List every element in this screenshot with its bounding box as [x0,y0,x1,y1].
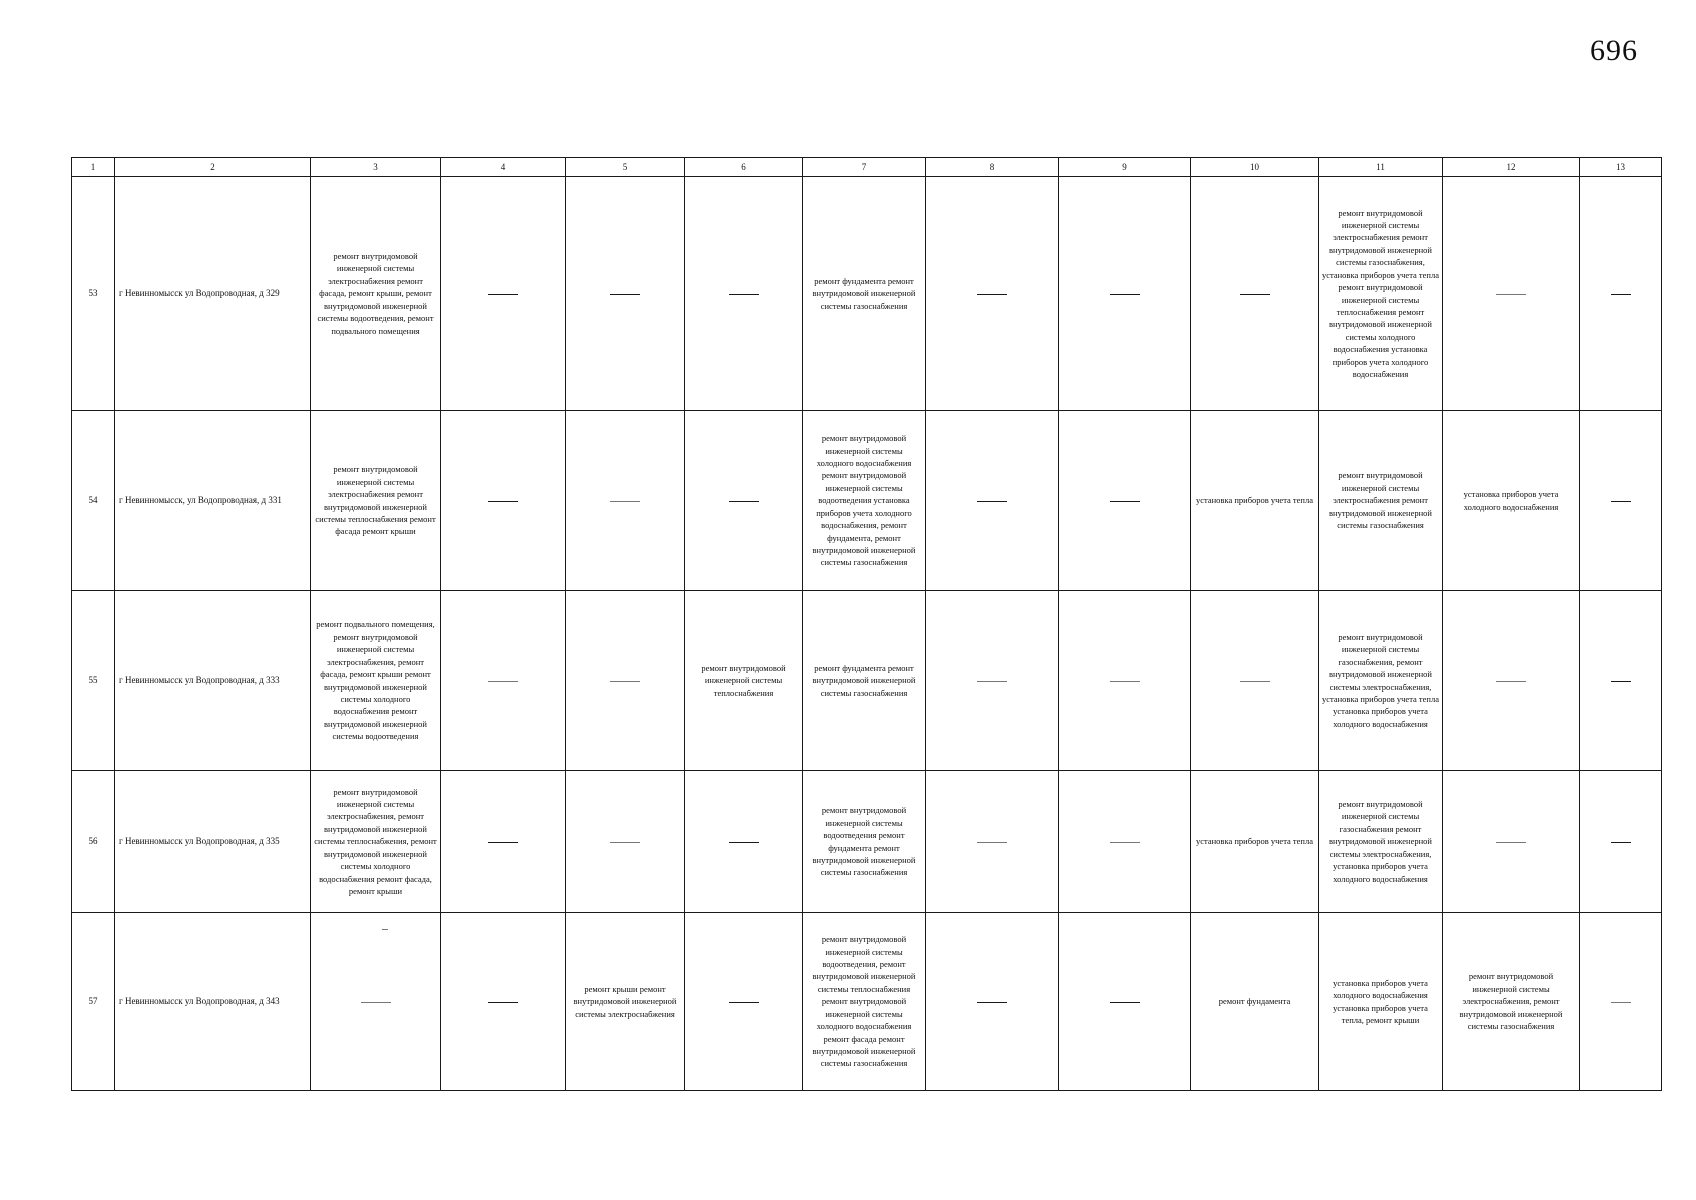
cell-col13 [1580,771,1662,913]
cell-col4 [441,591,566,771]
cell-col10: установка приборов учета тепла [1191,771,1319,913]
cell-col7: ремонт фундамента ремонт внутридомовой инженерной системы газоснабжения [803,177,926,411]
empty-dash [1110,681,1140,682]
cell-col5 [566,411,685,591]
empty-dash [1110,501,1140,502]
empty-dash [610,294,640,295]
empty-dash [488,501,518,502]
table-row [72,771,1662,913]
empty-dash [977,842,1007,843]
empty-dash [977,294,1007,295]
cell-col5 [566,591,685,771]
cell-col8 [926,411,1059,591]
empty-dash [977,1002,1007,1003]
row-address: г Невинномысск ул Водопроводная, д 329 [115,177,311,411]
empty-dash [610,842,640,843]
column-header: 4 [441,158,566,177]
cell-col3: ремонт внутридомовой инженерной системы электроснабжения ремонт фасада, ремонт крыши, ремонт внутридомовой инженерной системы водоотведения, ремонт подвального помещения [311,177,441,411]
cell-col7: ремонт фундамента ремонт внутридомовой инженерной системы газоснабжения [803,591,926,771]
cell-col5 [566,177,685,411]
cell-col13 [1580,591,1662,771]
table-row [72,913,1662,1091]
row-number: 57 [72,913,115,1091]
column-header: 10 [1191,158,1319,177]
column-header: 13 [1580,158,1662,177]
empty-dash [729,842,759,843]
empty-dash [1611,681,1631,682]
column-header: 2 [115,158,311,177]
cell-col11: ремонт внутридомовой инженерной системы газоснабжения, ремонт внутридомовой инженерной системы электроснабжения, установка приборов учета тепла установка приборов учета холодного водоснабжения [1319,591,1443,771]
row-address: г Невинномысск ул Водопроводная, д 343 [115,913,311,1091]
column-header: 1 [72,158,115,177]
scan-mark [382,929,388,930]
cell-col10: установка приборов учета тепла [1191,411,1319,591]
row-number: 54 [72,411,115,591]
cell-col10: ремонт фундамента [1191,913,1319,1091]
table-row [72,411,1662,591]
empty-dash [1611,501,1631,502]
cell-col11: установка приборов учета холодного водоснабжения установка приборов учета тепла, ремонт крыши [1319,913,1443,1091]
empty-dash [1110,842,1140,843]
cell-col8 [926,913,1059,1091]
cell-col9 [1059,913,1191,1091]
empty-dash [977,681,1007,682]
cell-col10 [1191,591,1319,771]
empty-dash [488,294,518,295]
cell-col4 [441,913,566,1091]
cell-col12: ремонт внутридомовой инженерной системы электроснабжения, ремонт внутридомовой инженерной системы газоснабжения [1443,913,1580,1091]
cell-col7: ремонт внутридомовой инженерной системы холодного водоснабжения ремонт внутридомовой инженерной системы водоотведения установка приборов учета холодного водоснабжения, ремонт фундамента, ремонт внутридомовой инженерной системы газоснабжения [803,411,926,591]
cell-col13 [1580,913,1662,1091]
empty-dash [488,842,518,843]
table-row [72,177,1662,411]
empty-dash [610,681,640,682]
cell-col9 [1059,591,1191,771]
empty-dash [1496,842,1526,843]
cell-col6: ремонт внутридомовой инженерной системы теплоснабжения [685,591,803,771]
header-row [72,158,1662,177]
table-row [72,591,1662,771]
column-header: 9 [1059,158,1191,177]
empty-dash [488,1002,518,1003]
cell-col8 [926,591,1059,771]
repair-schedule-table [71,157,1662,1091]
cell-col12 [1443,591,1580,771]
row-address: г Невинномысск, ул Водопроводная, д 331 [115,411,311,591]
empty-dash [488,681,518,682]
cell-col9 [1059,411,1191,591]
cell-col6 [685,177,803,411]
cell-col6 [685,411,803,591]
cell-col12 [1443,177,1580,411]
cell-col11: ремонт внутридомовой инженерной системы электроснабжения ремонт внутридомовой инженерной системы газоснабжения, установка приборов учета тепла ремонт внутридомовой инженерной системы теплоснабжения ремонт внутридомовой инженерной системы холодного водоснабжения установка приборов учета холодного водоснабжения [1319,177,1443,411]
column-header: 5 [566,158,685,177]
column-header: 8 [926,158,1059,177]
cell-col13 [1580,411,1662,591]
empty-dash [729,294,759,295]
row-address: г Невинномысск ул Водопроводная, д 333 [115,591,311,771]
empty-dash [1611,1002,1631,1003]
cell-col4 [441,411,566,591]
empty-dash [1496,681,1526,682]
cell-col3 [311,913,441,1091]
cell-col6 [685,913,803,1091]
cell-col7: ремонт внутридомовой инженерной системы водоотведения ремонт фундамента ремонт внутридомовой инженерной системы газоснабжения [803,771,926,913]
cell-col12: установка приборов учета холодного водоснабжения [1443,411,1580,591]
empty-dash [610,501,640,502]
column-header: 6 [685,158,803,177]
cell-col8 [926,771,1059,913]
cell-col4 [441,771,566,913]
row-number: 53 [72,177,115,411]
empty-dash [361,1002,391,1003]
row-number: 56 [72,771,115,913]
page-number: 696 [1590,34,1638,67]
cell-col3: ремонт внутридомовой инженерной системы электроснабжения ремонт внутридомовой инженерной системы теплоснабжения ремонт фасада ремонт крыши [311,411,441,591]
empty-dash [1110,294,1140,295]
empty-dash [1611,294,1631,295]
cell-col3: ремонт внутридомовой инженерной системы электроснабжения, ремонт внутридомовой инженерной системы теплоснабжения, ремонт внутридомовой инженерной системы холодного водоснабжения ремонт фасада, ремонт крыши [311,771,441,913]
cell-col6 [685,771,803,913]
cell-col8 [926,177,1059,411]
cell-col7: ремонт внутридомовой инженерной системы водоотведения, ремонт внутридомовой инженерной системы теплоснабжения ремонт внутридомовой инженерной системы холодного водоснабжения ремонт фасада ремонт внутридомовой инженерной системы газоснабжения [803,913,926,1091]
cell-col11: ремонт внутридомовой инженерной системы газоснабжения ремонт внутридомовой инженерной системы электроснабжения, установка приборов учета холодного водоснабжения [1319,771,1443,913]
empty-dash [729,1002,759,1003]
row-number: 55 [72,591,115,771]
empty-dash [977,501,1007,502]
cell-col10 [1191,177,1319,411]
empty-dash [729,501,759,502]
cell-col5 [566,771,685,913]
row-address: г Невинномысск ул Водопроводная, д 335 [115,771,311,913]
cell-col12 [1443,771,1580,913]
column-header: 7 [803,158,926,177]
empty-dash [1240,294,1270,295]
empty-dash [1110,1002,1140,1003]
column-header: 12 [1443,158,1580,177]
empty-dash [1240,681,1270,682]
cell-col5: ремонт крыши ремонт внутридомовой инженерной системы электроснабжения [566,913,685,1091]
cell-col9 [1059,771,1191,913]
cell-col11: ремонт внутридомовой инженерной системы электроснабжения ремонт внутридомовой инженерной системы газоснабжения [1319,411,1443,591]
column-header: 3 [311,158,441,177]
cell-col13 [1580,177,1662,411]
empty-dash [1496,294,1526,295]
empty-dash [1611,842,1631,843]
cell-col9 [1059,177,1191,411]
column-header: 11 [1319,158,1443,177]
cell-col4 [441,177,566,411]
cell-col3: ремонт подвального помещения, ремонт внутридомовой инженерной системы электроснабжения, ремонт фасада, ремонт крыши ремонт внутридомовой инженерной системы холодного водоснабжения ремонт внутридомовой инженерной системы водоотведения [311,591,441,771]
